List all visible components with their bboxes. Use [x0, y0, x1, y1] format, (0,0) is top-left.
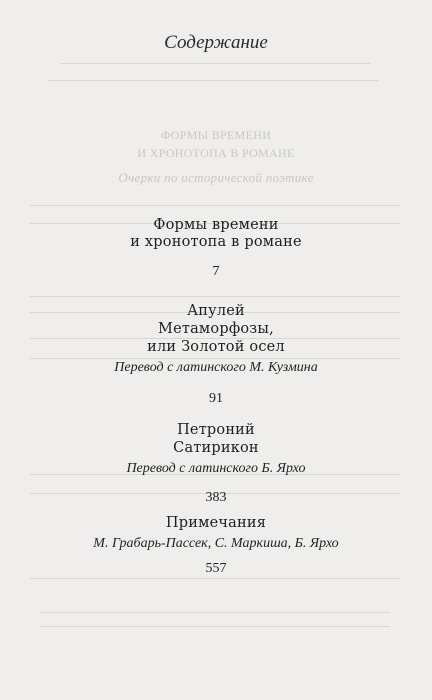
- bleed-through-line: [40, 626, 390, 627]
- bleed-through-line: [48, 80, 378, 81]
- entry-page-number: 557: [205, 561, 227, 576]
- bleed-through-heading: И ХРОНОТОПА В РОМАНЕ: [137, 146, 295, 160]
- entry-title-line: и хронотопа в романе: [130, 234, 302, 250]
- entry-page-number: 91: [209, 391, 223, 406]
- entry-page-number: 383: [205, 490, 227, 505]
- bleed-through-subtitle: Очерки по исторической поэтике: [118, 170, 314, 185]
- bleed-through-line: [30, 205, 400, 206]
- entry-translator: Перевод с латинского Б. Ярхо: [126, 461, 306, 476]
- toc-heading: Содержание: [164, 32, 268, 53]
- entry-page-number: 7: [212, 264, 220, 279]
- toc-entry-4: [0, 515, 432, 577]
- entry-title-line: Сатирикон: [173, 440, 259, 456]
- entry-title-line: Формы времени: [153, 217, 279, 233]
- entry-title-line: или Золотой осел: [147, 339, 285, 355]
- toc-entry-1: [0, 217, 432, 280]
- bleed-through-heading: ФОРМЫ ВРЕМЕНИ: [160, 128, 272, 142]
- entry-author: Петроний: [177, 422, 255, 438]
- toc-entry-2: [0, 303, 432, 407]
- entry-title-line: Метаморфозы,: [158, 321, 274, 337]
- bleed-through-line: [40, 612, 390, 613]
- bleed-through-line: [30, 578, 400, 579]
- bleed-through-line: [30, 296, 400, 297]
- entry-title-line: Примечания: [165, 515, 267, 531]
- entry-translator: Перевод с латинского М. Кузмина: [114, 360, 318, 375]
- toc-entry-3: [0, 422, 432, 506]
- entry-translator: М. Грабарь-Пассек, С. Маркиша, Б. Ярхо: [93, 536, 339, 551]
- bleed-through-line: [60, 63, 370, 64]
- entry-author: Апулей: [187, 303, 245, 319]
